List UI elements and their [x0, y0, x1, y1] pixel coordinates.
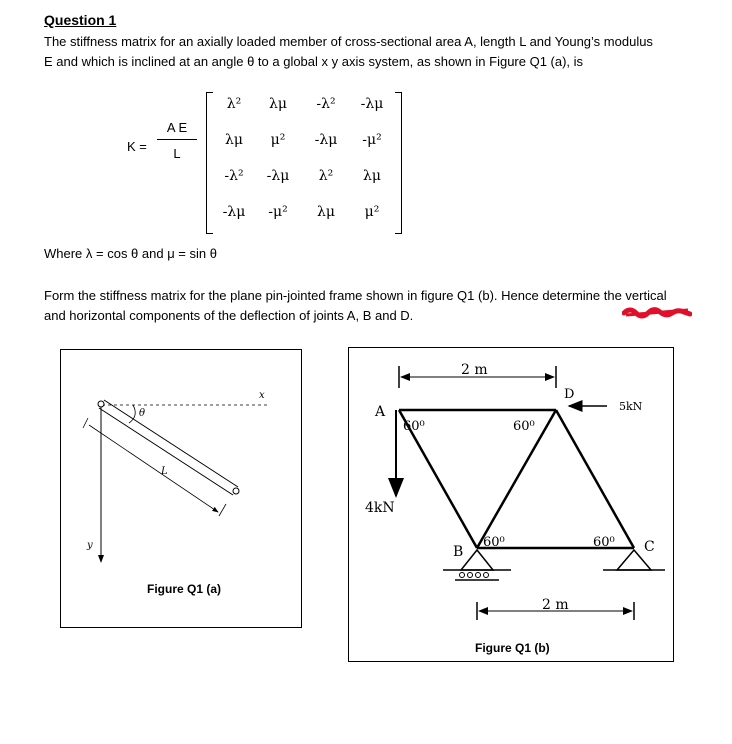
- intro-line-2: E and which is inclined at an angle θ to a global x y axis system, as shown in Figure Q1 (a), is: [44, 54, 584, 69]
- fraction-bar: [157, 139, 197, 140]
- theta-arc: [129, 405, 135, 423]
- joint-b-label: B: [453, 544, 464, 560]
- x-axis-label: x: [259, 390, 265, 401]
- question-heading: Question 1: [44, 12, 117, 28]
- top-dim-label: 2 m: [461, 362, 488, 378]
- angle-d-label: 60⁰: [513, 419, 535, 434]
- matrix-cell: -λμ: [360, 96, 384, 112]
- matrix-cell: -μ²: [362, 132, 382, 148]
- member-edge-upper: [104, 400, 238, 487]
- member-node-start: [98, 401, 104, 407]
- angle-c-label: 60⁰: [593, 535, 615, 550]
- matrix-cell: μ²: [364, 204, 380, 220]
- length-label: L: [161, 466, 168, 477]
- length-extension-end: [219, 504, 226, 516]
- matrix-cell: λμ: [225, 132, 243, 148]
- figure-q1a: [60, 349, 302, 628]
- joint-c-label: C: [644, 539, 655, 555]
- joint-a-label: A: [375, 404, 386, 420]
- member-edge-lower: [99, 408, 233, 495]
- matrix-cell: -λμ: [314, 132, 338, 148]
- y-axis-label: y: [87, 540, 93, 551]
- matrix-cell: -λ²: [224, 168, 244, 184]
- matrix-cell: λ²: [226, 96, 242, 112]
- fraction-numerator: A E: [166, 120, 188, 135]
- load-a-label: 4kN: [365, 500, 395, 516]
- roller-wheel: [484, 573, 489, 578]
- marks-annotation: [622, 306, 692, 320]
- matrix-cell: μ²: [270, 132, 286, 148]
- matrix-cell: λμ: [363, 168, 381, 184]
- figure-b-caption: Figure Q1 (b): [475, 641, 550, 655]
- k-label: K =: [127, 139, 147, 154]
- roller-wheel: [460, 573, 465, 578]
- task-line-1: Form the stiffness matrix for the plane pin-jointed frame shown in figure Q1 (b). Hence determine the vertical: [44, 288, 667, 303]
- matrix-cell: -μ²: [268, 204, 288, 220]
- stiffness-matrix: [206, 92, 402, 234]
- support-b-triangle: [461, 550, 493, 570]
- ae-over-l: [157, 120, 197, 161]
- theta-label: θ: [139, 408, 146, 419]
- joint-d-label: D: [564, 387, 575, 402]
- fraction-denominator: L: [173, 146, 181, 161]
- roller-wheel: [476, 573, 481, 578]
- length-dimension: [89, 425, 218, 512]
- angle-b-label: 60⁰: [483, 535, 505, 550]
- intro-line-1: The stiffness matrix for an axially loaded member of cross-sectional area A, length L and Young’s modulus: [44, 34, 653, 49]
- matrix-cell: λμ: [317, 204, 335, 220]
- figure-q1b: [348, 347, 674, 662]
- matrix-cell: -λμ: [222, 204, 246, 220]
- task-line-2: and horizontal components of the deflection of joints A, B and D.: [44, 308, 414, 323]
- matrix-cell: λ²: [318, 168, 334, 184]
- matrix-cell: -λμ: [266, 168, 290, 184]
- where-definition: Where λ = cos θ and μ = sin θ: [44, 246, 217, 261]
- figure-a-caption: Figure Q1 (a): [147, 582, 222, 596]
- matrix-right-bracket: [395, 92, 402, 234]
- roller-wheel: [468, 573, 473, 578]
- bottom-dim-label: 2 m: [542, 597, 569, 613]
- member-node-end: [233, 488, 239, 494]
- length-extension-start: [83, 418, 88, 428]
- member-dc: [556, 410, 634, 548]
- matrix-cell: λμ: [269, 96, 287, 112]
- matrix-cell: -λ²: [316, 96, 336, 112]
- angle-a-label: 60⁰: [403, 419, 425, 434]
- load-d-label: 5kN: [619, 400, 643, 413]
